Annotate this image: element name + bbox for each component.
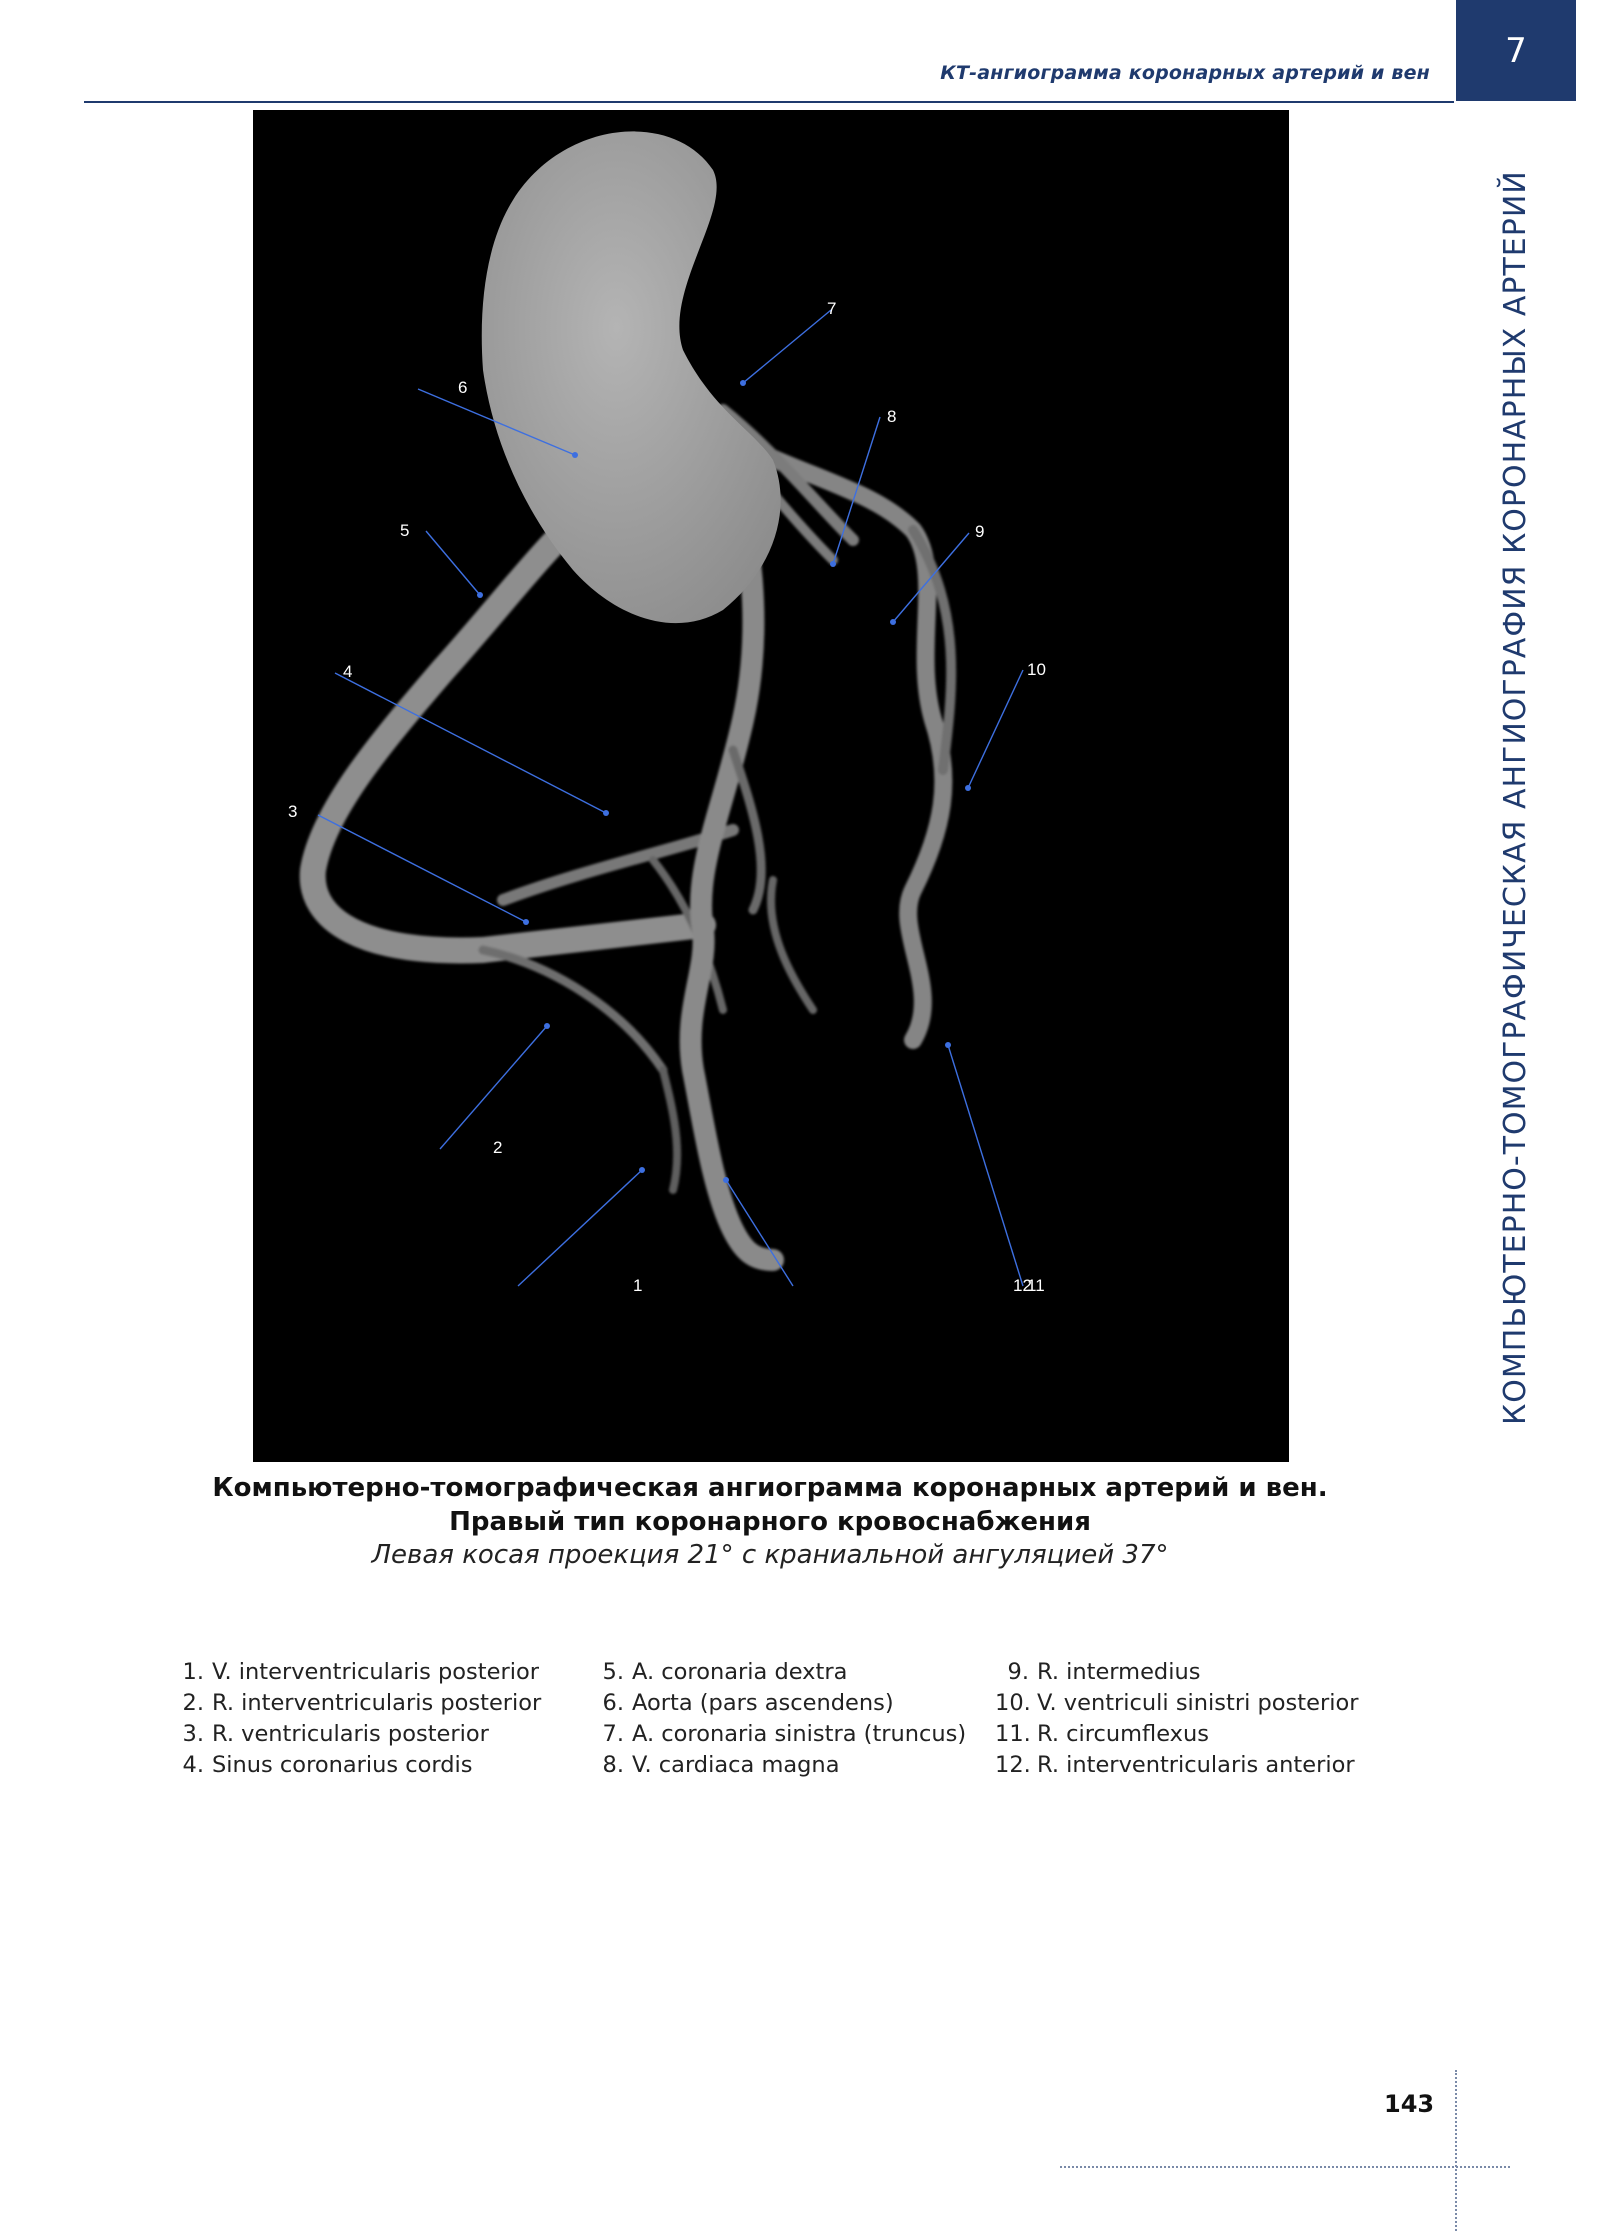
legend-item: 5. A. coronaria dextra (602, 1659, 848, 1685)
legend-item: 10. V. ventriculi sinistri posterior (995, 1690, 1359, 1716)
legend-item: 9. R. intermedius (1007, 1659, 1201, 1685)
running-title: КТ-ангиограмма коронарных артерий и вен (940, 62, 1430, 84)
callout-10: 10 (1027, 660, 1046, 679)
chapter-number: 7 (1505, 30, 1527, 71)
legend-item: 1. V. interventricularis posterior (182, 1659, 539, 1685)
legend-item: 11. R. circumflexus (995, 1721, 1209, 1747)
callout-1: 1 (633, 1276, 643, 1295)
callout-5: 5 (400, 521, 410, 540)
callout-9: 9 (975, 522, 985, 541)
angiogram-image (253, 110, 1289, 1462)
legend-item: 2. R. interventricularis posterior (182, 1690, 542, 1716)
callout-7: 7 (827, 299, 837, 318)
legend-column-1 (170, 1657, 541, 1781)
footer-dotted-rule (1060, 2166, 1510, 2168)
legend-item: 6. Aorta (pars ascendens) (602, 1690, 894, 1716)
footer-dotted-rule-vertical (1455, 2070, 1457, 2231)
legend-item: 7. A. coronaria sinistra (truncus) (602, 1721, 967, 1747)
callout-3: 3 (288, 802, 298, 821)
legend-column-2 (590, 1657, 966, 1781)
angiogram-figure (253, 110, 1289, 1462)
legend-item: 4. Sinus coronarius cordis (182, 1752, 473, 1778)
callout-8: 8 (887, 407, 897, 426)
header-rule (84, 101, 1454, 103)
caption-title-line2: Правый тип коронарного кровоснабжения (449, 1507, 1091, 1537)
aorta (482, 131, 781, 623)
legend-item: 3. R. ventricularis posterior (182, 1721, 489, 1747)
side-title: КОМПЬЮТЕРНО-ТОМОГРАФИЧЕСКАЯ АНГИОГРАФИЯ КОРОНАРНЫХ АРТЕРИЙ (1498, 170, 1533, 1425)
callout-2: 2 (493, 1138, 503, 1157)
page-number: 143 (1384, 2090, 1435, 2118)
callout-4: 4 (343, 662, 353, 681)
legend-item: 8. V. cardiaca magna (602, 1752, 840, 1778)
chapter-tab (1456, 0, 1576, 101)
legend-item: 12. R. interventricularis anterior (995, 1752, 1355, 1778)
legend-column-3 (995, 1657, 1358, 1781)
caption-title-line1: Компьютерно-томографическая ангиограмма коронарных артерий и вен. (212, 1473, 1328, 1503)
callout-6: 6 (458, 378, 468, 397)
callout-12: 12 (1013, 1276, 1032, 1295)
callout-11: 11 (1027, 1276, 1045, 1295)
caption-subtitle: Левая косая проекция 21° с краниальной ангуляцией 37° (371, 1540, 1169, 1570)
